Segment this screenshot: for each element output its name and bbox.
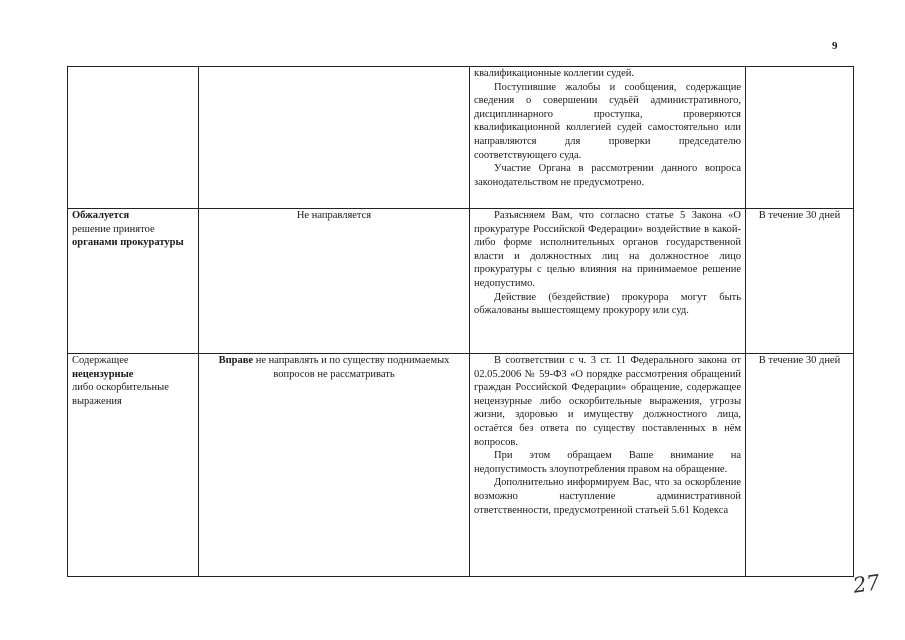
topic-cell: [68, 354, 199, 577]
page-number: 9: [832, 40, 838, 52]
response-paragraph: При этом обращаем Ваше внимание на недопустимость злоупотребления правом на обращение.: [474, 450, 741, 475]
action-text: не направлять и по существу поднимаемых вопросов не рассматривать: [253, 355, 450, 380]
topic-cell: [68, 67, 199, 209]
topic-text: Содержащее: [72, 355, 129, 366]
topic-bold-text: органами прокуратуры: [72, 237, 184, 249]
document-table: [67, 66, 854, 577]
table-row: [68, 67, 854, 209]
response-paragraph: Дополнительно информируем Вас, что за оскорбление возможно наступление административной ответственности, предусмотренной статьей 5.61 Кодекса: [474, 477, 741, 516]
topic-bold-text: Обжалуется: [72, 210, 130, 221]
response-paragraph: квалификационные коллегии судей.: [474, 68, 634, 79]
table-row: [68, 354, 854, 577]
action-cell: [199, 67, 470, 209]
action-cell: [199, 354, 470, 577]
handwritten-page-mark: 27: [851, 570, 882, 598]
deadline-cell: [746, 67, 854, 209]
response-paragraph: Действие (бездействие) прокурора могут быть обжалованы вышестоящему прокурору или суд.: [474, 291, 741, 317]
response-cell: [470, 67, 746, 209]
action-bold-text: Вправе: [218, 355, 254, 366]
deadline-cell: В течение 30 дней: [746, 354, 854, 577]
topic-bold-text: нецензурные: [72, 368, 134, 380]
response-paragraph: Разъясняем Вам, что согласно статье 5 Закона «О прокуратуре Российской Федерации» воздействие в какой-либо форме исполнительных органов государственной власти и должностных лиц на должностное лицо прокуратуры с целью влияния на принимаемое решение недопустимо.: [474, 210, 741, 289]
topic-text: решение принятое: [72, 223, 155, 235]
action-cell: [199, 209, 470, 354]
topic-text: либо оскорбительные выражения: [72, 382, 169, 407]
deadline-cell: В течение 30 дней: [746, 209, 854, 354]
table-row: [68, 209, 854, 354]
response-cell: [470, 354, 746, 577]
response-paragraph: Участие Органа в рассмотрении данного вопроса законодательством не предусмотрено.: [474, 163, 741, 188]
response-paragraph: Поступившие жалобы и сообщения, содержащие сведения о совершении судьёй административного, дисциплинарного проступка, проверяются квалификационной коллегией судей самостоятельно или направляются для проверки председателю соответствующего суда.: [474, 81, 741, 161]
response-cell: [470, 209, 746, 354]
action-text: Не направляется: [296, 210, 372, 221]
topic-cell: [68, 209, 199, 354]
response-paragraph: В соответствии с ч. 3 ст. 11 Федерального закона от 02.05.2006 № 59-ФЗ «О порядке рассмотрения обращений граждан Российской Федерации» обращение, содержащее нецензурные либо оскорбительные выражения, угрозы жизни, здоровью и имуществу должностного лица, остаётся без ответа по существу поставленных в нём вопросов.: [474, 355, 741, 448]
